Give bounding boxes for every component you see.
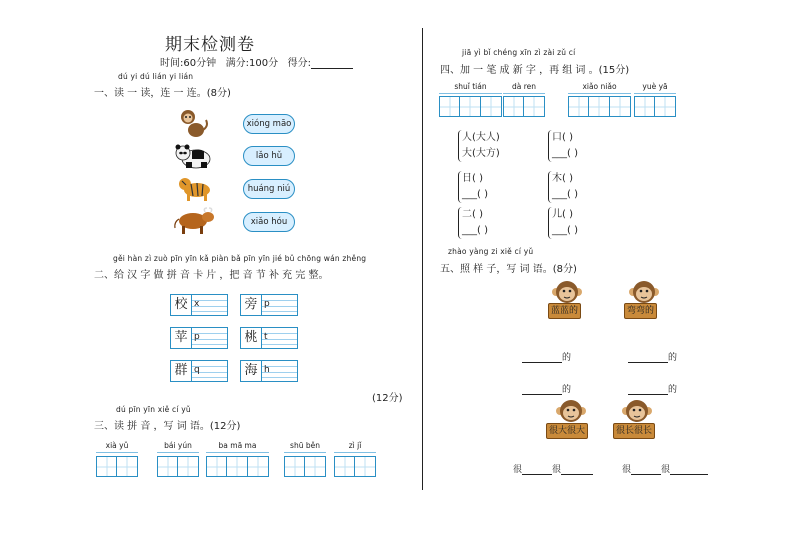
time-label: 时间:60分钟 (160, 58, 217, 69)
brace-line[interactable]: 口( ) (552, 132, 573, 143)
grid-cell[interactable] (355, 456, 376, 477)
grid-cell[interactable] (655, 96, 676, 117)
pinyin-card-6[interactable] (240, 360, 298, 382)
brace-line[interactable]: ___( ) (462, 225, 488, 236)
grid-cell[interactable] (439, 96, 460, 117)
brace-group-6[interactable] (548, 207, 578, 239)
brace-line: 人(大人) (462, 132, 500, 143)
brace-group-1 (458, 130, 500, 162)
card-char: 桃 (240, 327, 262, 349)
q4-grid-2[interactable] (503, 82, 545, 117)
grid-pinyin: shuǐ tián (439, 82, 502, 91)
grid-cell[interactable] (610, 96, 631, 117)
card-char: 旁 (240, 294, 262, 316)
brace-line[interactable]: 日( ) (462, 173, 483, 184)
grid-cell[interactable] (568, 96, 589, 117)
example-sign-2: 弯弯的 (624, 303, 657, 319)
card-pinyin: q (194, 365, 200, 375)
pinyin-card-3[interactable] (170, 327, 228, 349)
q5-pinyin: zhào yàng zi xiě cí yǔ (448, 247, 534, 256)
pinyin-option-3[interactable]: huáng niú (243, 179, 295, 199)
brace-line[interactable]: ___( ) (552, 189, 578, 200)
q1-title: 一、读 一 读，连 一 连。(8分) (94, 88, 231, 99)
grid-cell[interactable] (524, 96, 545, 117)
q4-grid-1[interactable] (439, 82, 502, 117)
grid-pinyin: xià yǔ (96, 441, 138, 450)
pinyin-card-1[interactable] (170, 294, 228, 316)
card-char: 校 (170, 294, 192, 316)
q2-points: (12分) (372, 393, 403, 404)
grid-pinyin: shū běn (284, 441, 326, 450)
ox-icon (173, 207, 215, 235)
card-pinyin: x (194, 299, 200, 309)
grid-cell[interactable] (481, 96, 502, 117)
de-label: 的 (668, 385, 678, 395)
column-divider (422, 28, 423, 490)
full-score-label: 满分:100分 (225, 58, 279, 69)
q1-pinyin: dú yi dú lián yi lián (118, 72, 194, 81)
q4-grid-4[interactable] (634, 82, 676, 117)
brace-line[interactable]: 木( ) (552, 173, 573, 184)
brace-line[interactable]: 二( ) (462, 209, 483, 220)
card-char: 海 (240, 360, 262, 382)
brace-group-2[interactable] (548, 130, 578, 162)
score-label: 得分: (287, 58, 312, 69)
grid-cell[interactable] (503, 96, 524, 117)
grid-pinyin: bái yún (157, 441, 199, 450)
monkey-head-icon (555, 398, 587, 424)
fill-de-3[interactable] (522, 382, 571, 395)
grid-pinyin: xiǎo niǎo (568, 82, 631, 91)
grid-cell[interactable] (589, 96, 610, 117)
brace-group-5[interactable] (458, 207, 488, 239)
grid-cell[interactable] (178, 456, 199, 477)
q4-grid-3[interactable] (568, 82, 631, 117)
q2-title: 二、给 汉 字 做 拼 音 卡 片 ，把 音 节 补 充 完 整。 (94, 270, 329, 281)
pinyin-option-1[interactable]: xióng māo (243, 114, 295, 134)
card-pinyin: p (264, 299, 270, 309)
panda-icon (174, 141, 212, 169)
grid-cell[interactable] (248, 456, 269, 477)
word-grid-1[interactable] (96, 441, 138, 477)
word-grid-2[interactable] (157, 441, 199, 477)
card-pinyin: p (194, 332, 200, 342)
card-pinyin: t (264, 332, 268, 342)
pinyin-card-2[interactable] (240, 294, 298, 316)
grid-cell[interactable] (96, 456, 117, 477)
example-sign-1: 蓝蓝的 (548, 303, 581, 319)
grid-cell[interactable] (634, 96, 655, 117)
score-blank[interactable] (311, 59, 353, 69)
pinyin-option-4[interactable]: xiǎo hóu (243, 212, 295, 232)
grid-pinyin: dà ren (503, 82, 545, 91)
brace-line[interactable]: 儿( ) (552, 209, 573, 220)
de-label: 的 (562, 385, 572, 395)
de-label: 的 (668, 353, 678, 363)
grid-cell[interactable] (460, 96, 481, 117)
q4-pinyin: jiā yì bǐ chéng xīn zì zài zǔ cí (462, 48, 576, 57)
monkey-icon (176, 108, 210, 138)
brace-line[interactable]: ___( ) (552, 225, 578, 236)
pinyin-card-4[interactable] (240, 327, 298, 349)
tiger-icon (177, 174, 213, 202)
word-grid-3[interactable] (206, 441, 269, 477)
brace-group-3[interactable] (458, 171, 488, 203)
monkey-head-icon (621, 398, 653, 424)
brace-line[interactable]: ___( ) (462, 189, 488, 200)
card-char: 苹 (170, 327, 192, 349)
monkey-head-icon (628, 279, 660, 305)
card-char: 群 (170, 360, 192, 382)
q4-title: 四、加 一 笔 成 新 字 ，再 组 词 。(15分) (440, 65, 630, 76)
hen-label: 很 (513, 465, 523, 475)
brace-line: 大(大方) (462, 148, 500, 159)
hen-label: 很 (552, 465, 562, 475)
brace-line[interactable]: ___( ) (552, 148, 578, 159)
grid-cell[interactable] (157, 456, 178, 477)
q3-pinyin: dú pīn yīn xiě cí yǔ (116, 405, 191, 414)
grid-pinyin: yuè yā (634, 82, 676, 91)
card-pinyin: h (264, 365, 270, 375)
grid-cell[interactable] (227, 456, 248, 477)
hen-label: 很 (661, 465, 671, 475)
q3-title: 三、读 拼 音 ，写 词 语。(12分) (94, 421, 241, 432)
de-label: 的 (562, 353, 572, 363)
grid-cell[interactable] (284, 456, 305, 477)
fill-de-1[interactable] (522, 350, 571, 363)
hen-label: 很 (622, 465, 632, 475)
grid-cell[interactable] (117, 456, 138, 477)
monkey-head-icon (551, 279, 583, 305)
fill-de-2[interactable] (628, 350, 677, 363)
word-grid-4[interactable] (284, 441, 326, 477)
grid-cell[interactable] (206, 456, 227, 477)
grid-pinyin: zì jǐ (334, 441, 376, 450)
fill-hen-1[interactable] (513, 462, 593, 475)
word-grid-5[interactable] (334, 441, 376, 477)
example-sign-4: 很长很长 (613, 423, 655, 439)
example-sign-3: 很大很大 (546, 423, 588, 439)
grid-cell[interactable] (334, 456, 355, 477)
pinyin-option-2[interactable]: lǎo hǔ (243, 146, 295, 166)
q2-pinyin: gěi hàn zì zuò pīn yīn kǎ piàn bǎ pīn yīn jié bǔ chōng wán zhěng (113, 254, 367, 263)
brace-group-4[interactable] (548, 171, 578, 203)
page-title: 期末检测卷 (165, 35, 255, 55)
pinyin-card-5[interactable] (170, 360, 228, 382)
grid-cell[interactable] (305, 456, 326, 477)
grid-pinyin: ba mā ma (206, 441, 269, 450)
fill-de-4[interactable] (628, 382, 677, 395)
q5-title: 五、照 样 子，写 词 语。(8分) (440, 264, 577, 275)
exam-info (160, 54, 353, 69)
fill-hen-2[interactable] (622, 462, 708, 475)
